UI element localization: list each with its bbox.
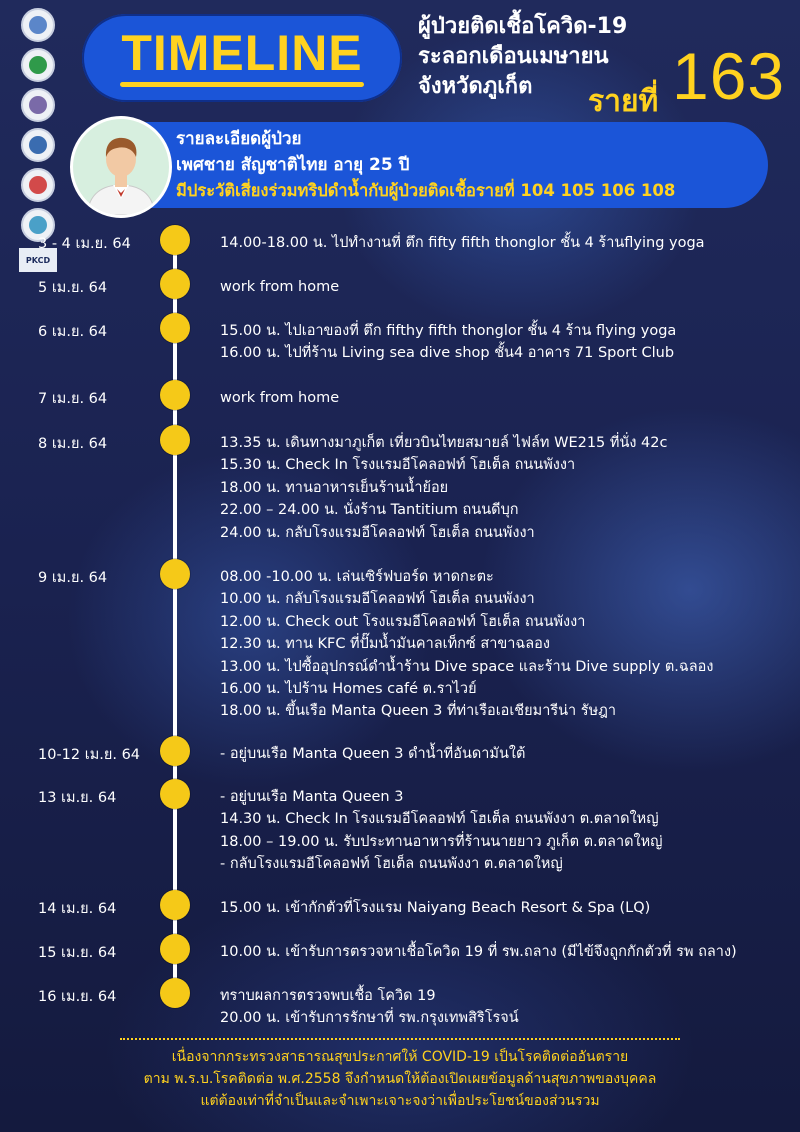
title-underline xyxy=(120,82,364,87)
footer-line-3: แต่ต้องเท่าที่จำเป็นและจำเพาะเจาะจงว่าเพื่อประโยชน์ของส่วนรวม xyxy=(200,1093,600,1109)
event-line: - กลับโรงแรมอีโคลอฟท์ โฮเต็ล ถนนพังงา ต.ตลาดใหญ่ xyxy=(220,856,563,873)
event-line: ทราบผลการตรวจพบเชื้อ โควิด 19 xyxy=(220,988,436,1004)
event-line: 13.35 น. เดินทางมาภูเก็ต เที่ยวบินไทยสมายล์ ไฟล์ท WE215 ที่นั่ง 42c xyxy=(220,435,668,451)
footer-notice xyxy=(0,1046,800,1112)
event-line: 08.00 -10.00 น. เล่นเซิร์ฟบอร์ด หาดกะตะ xyxy=(220,569,494,585)
page-title: TIMELINE xyxy=(121,25,363,81)
event-line: 15.00 น. เข้ากักตัวที่โรงแรม Naiyang Beach Resort & Spa (LQ) xyxy=(220,900,651,916)
timeline-dot xyxy=(160,978,190,1008)
event-line: 18.00 น. ทานอาหารเย็นร้านน้ำย้อย xyxy=(220,479,449,496)
patient-info: เพศชาย สัญชาติไทย อายุ 25 ปี xyxy=(176,155,410,175)
entry-date: 16 เม.ย. 64 xyxy=(38,989,117,1005)
event-line: 12.00 น. Check out โรงแรมอีโคลอฟท์ โฮเต็ล ถนนพังงา xyxy=(220,613,586,630)
event-line: 15.00 น. ไปเอาของที่ ตึก fifthy fifth thonglor ชั้น 4 ร้าน flying yoga xyxy=(220,323,677,339)
event-line: 10.00 น. เข้ารับการตรวจหาเชื้อโควิด 19 ที่ รพ.ถลาง (มีไข้จึงถูกกักตัวที่ รพ ถลาง) xyxy=(220,944,737,960)
entry-events xyxy=(220,743,525,765)
entry-date: 8 เม.ย. 64 xyxy=(38,436,108,452)
case-label: รายที่ xyxy=(588,84,659,119)
patient-heading: รายละเอียดผู้ป่วย xyxy=(176,129,302,149)
entry-events xyxy=(220,432,667,544)
timeline-dot xyxy=(160,269,190,299)
no-symbol-logo xyxy=(21,168,55,202)
timeline-dot xyxy=(160,313,190,343)
avatar xyxy=(70,116,172,218)
event-line: 14.00-18.00 น. ไปทำงานที่ ตึก fifty fifth thonglor ชั้น 4 ร้านflying yoga xyxy=(220,235,705,251)
timeline-dot xyxy=(160,425,190,455)
entry-events xyxy=(220,786,663,876)
footer-divider xyxy=(120,1038,680,1040)
patient-risk: มีประวัติเสี่ยงร่วมทริปดำน้ำกับผู้ป่วยติดเชื้อรายที่ 104 105 106 108 xyxy=(176,181,676,200)
entry-date: 6 เม.ย. 64 xyxy=(38,324,108,340)
entry-events xyxy=(220,566,713,723)
entry-events xyxy=(220,232,705,254)
entry-events xyxy=(220,276,339,298)
provincial-seal-logo xyxy=(21,88,55,122)
event-line: 18.00 – 19.00 น. รับประทานอาหารที่ร้านนายยาว ภูเก็ต ต.ตลาดใหญ่ xyxy=(220,833,663,850)
entry-events xyxy=(220,985,519,1030)
event-line: 12.30 น. ทาน KFC ที่ปั๊มน้ำมันคาลเท็กซ์ สาขาฉลอง xyxy=(220,636,550,653)
event-line: 15.30 น. Check In โรงแรมอีโคลอฟท์ โฮเต็ล ถนนพังงา xyxy=(220,457,576,474)
entry-events xyxy=(220,897,650,919)
timeline-dot xyxy=(160,225,190,255)
event-line: 20.00 น. เข้ารับการรักษาที่ รพ.กรุงเทพสิริโรจน์ xyxy=(220,1010,519,1027)
event-line: work from home xyxy=(220,279,340,295)
entry-events xyxy=(220,320,676,365)
timeline-axis xyxy=(173,240,177,998)
health-department-logo xyxy=(21,48,55,82)
office-emblem-logo xyxy=(21,128,55,162)
entry-date: 13 เม.ย. 64 xyxy=(38,790,117,806)
entry-events xyxy=(220,387,339,409)
timeline-dot xyxy=(160,890,190,920)
event-line: 18.00 น. ขึ้นเรือ Manta Queen 3 ที่ท่าเรือเอเชียมารีน่า รัษฎา xyxy=(220,703,617,720)
header-line-1: ผู้ป่วยติดเชื้อโควิด-19 xyxy=(418,14,628,39)
entry-date: 5 เม.ย. 64 xyxy=(38,280,108,296)
event-line: - อยู่บนเรือ Manta Queen 3 xyxy=(220,789,404,805)
timeline-dot xyxy=(160,380,190,410)
entry-date: 10-12 เม.ย. 64 xyxy=(38,747,141,763)
event-line: 16.00 น. ไปร้าน Homes café ต.ราไวย์ xyxy=(220,681,477,698)
entry-date: 7 เม.ย. 64 xyxy=(38,391,108,407)
timeline-dot xyxy=(160,736,190,766)
patient-details xyxy=(176,126,675,204)
ministry-seal-logo xyxy=(21,8,55,42)
pkcd-logo: PKCD xyxy=(19,248,57,272)
entry-date: 14 เม.ย. 64 xyxy=(38,901,117,917)
event-line: - อยู่บนเรือ Manta Queen 3 ดำน้ำที่อันดามันใต้ xyxy=(220,746,526,762)
case-number: 163 xyxy=(672,39,786,113)
header-line-2: ระลอกเดือนเมษายน xyxy=(418,44,609,69)
timeline-dot xyxy=(160,934,190,964)
header-line-3: จังหวัดภูเก็ต xyxy=(418,74,533,99)
event-line: 22.00 – 24.00 น. นั่งร้าน Tantitium ถนนดีบุก xyxy=(220,502,519,519)
footer-line-1: เนื่องจากกระทรวงสาธารณสุขประกาศให้ COVID-19 เป็นโรคติดต่ออันตราย xyxy=(171,1049,629,1065)
timeline-dot xyxy=(160,779,190,809)
entry-events xyxy=(220,941,737,963)
timeline-dot xyxy=(160,559,190,589)
entry-date: 9 เม.ย. 64 xyxy=(38,570,108,586)
event-line: work from home xyxy=(220,390,340,406)
event-line: 10.00 น. กลับโรงแรมอีโคลอฟท์ โฮเต็ล ถนนพังงา xyxy=(220,591,535,608)
event-line: 13.00 น. ไปซื้ออุปกรณ์ดำน้ำร้าน Dive space และร้าน Dive supply ต.ฉลอง xyxy=(220,658,714,675)
entry-date: 3 - 4 เม.ย. 64 xyxy=(38,236,131,252)
event-line: 16.00 น. ไปที่ร้าน Living sea dive shop ชั้น4 อาคาร 71 Sport Club xyxy=(220,345,675,362)
event-line: 14.30 น. Check In โรงแรมอีโคลอฟท์ โฮเต็ล ถนนพังงา ต.ตลาดใหญ่ xyxy=(220,811,659,828)
footer-line-2: ตาม พ.ร.บ.โรคติดต่อ พ.ศ.2558 จึงกำหนดให้ต้องเปิดเผยข้อมูลด้านสุขภาพของบุคคล xyxy=(143,1071,657,1087)
title-banner xyxy=(82,14,402,102)
entry-date: 15 เม.ย. 64 xyxy=(38,945,117,961)
man-avatar-icon xyxy=(73,119,169,215)
event-line: 24.00 น. กลับโรงแรมอีโคลอฟท์ โฮเต็ล ถนนพังงา xyxy=(220,524,535,541)
